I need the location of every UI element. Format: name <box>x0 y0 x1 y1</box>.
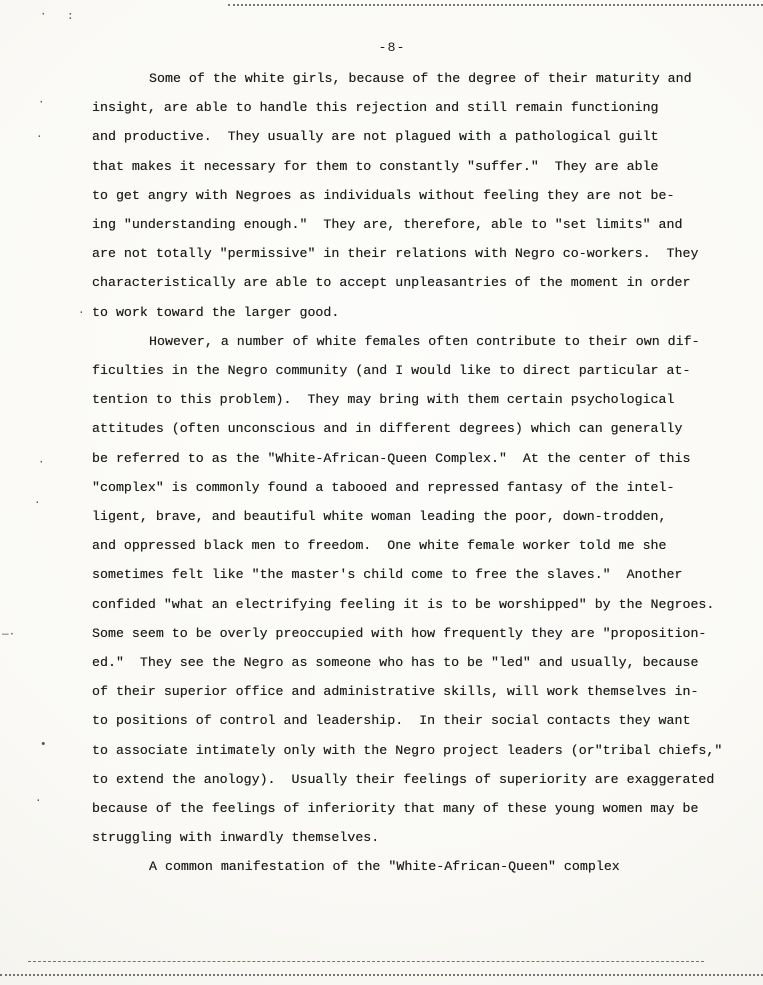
document-body <box>92 64 752 882</box>
text-line: ing "understanding enough." They are, therefore, able to "set limits" and <box>92 217 683 233</box>
text-line: to get angry with Negroes as individuals without feeling they are not be- <box>92 187 675 203</box>
scan-artifact-mark: . <box>36 129 43 141</box>
scan-artifact-mark: · <box>40 9 47 21</box>
text-line: sometimes felt like "the master's child come to free the slaves." Another <box>92 567 683 583</box>
scan-artifact-mark: : <box>67 11 74 23</box>
scan-artifact-mark: . <box>35 793 42 805</box>
text-line: Some of the white girls, because of the degree of their maturity and <box>149 71 692 86</box>
text-line: because of the feelings of inferiority that many of these young women may be <box>92 801 699 817</box>
text-line: ed." They see the Negro as someone who has to be "led" and usually, because <box>92 655 699 671</box>
text-line: and productive. They usually are not plagued with a pathological guilt <box>92 129 659 145</box>
scan-artifact-mark: · <box>38 457 45 469</box>
scan-artifact-mark: —· <box>2 629 16 641</box>
text-line: to associate intimately only with the Negro project leaders (or"tribal chiefs," <box>92 742 723 758</box>
scan-artifact-mark: . <box>34 495 41 507</box>
text-line: However, a number of white females often contribute to their own dif- <box>149 333 700 349</box>
text-line: insight, are able to handle this rejection and still remain functioning <box>92 100 659 116</box>
scan-edge-line-bottom-1 <box>28 961 704 962</box>
text-line: A common manifestation of the "White-African-Queen" complex <box>149 859 620 875</box>
text-line: and oppressed black men to freedom. One white female worker told me she <box>92 538 667 554</box>
scan-artifact-mark: · <box>38 97 45 109</box>
text-line: characteristically are able to accept unpleasantries of the moment in order <box>92 275 691 291</box>
page-number: -8- <box>378 40 406 55</box>
text-line: to extend the anology). Usually their feelings of superiority are exaggerated <box>92 771 715 787</box>
text-line: tention to this problem). They may bring with them certain psychological <box>92 392 675 408</box>
scan-edge-line-bottom-2 <box>0 974 763 976</box>
text-line: that makes it necessary for them to constantly "suffer." They are able <box>92 158 659 174</box>
text-line: ficulties in the Negro community (and I would like to direct particular at- <box>92 363 691 379</box>
text-line: are not totally "permissive" in their relations with Negro co-workers. They <box>92 246 699 262</box>
text-line: Some seem to be overly preoccupied with how frequently they are "proposition- <box>92 625 707 641</box>
text-line: to work toward the larger good. <box>92 304 340 320</box>
scan-artifact-mark: • <box>40 739 47 751</box>
text-line: confided "what an electrifying feeling it is to be worshipped" by the Negroes. <box>92 596 715 612</box>
text-line: "complex" is commonly found a tabooed and repressed fantasy of the intel- <box>92 479 675 495</box>
scan-edge-line-top <box>228 4 763 6</box>
scan-artifact-mark: . <box>78 305 85 317</box>
text-line: of their superior office and administrative skills, will work themselves in- <box>92 684 699 700</box>
text-line: attitudes (often unconscious and in different degrees) which can generally <box>92 421 683 437</box>
text-line: to positions of control and leadership. In their social contacts they want <box>92 713 691 729</box>
text-line: ligent, brave, and beautiful white woman leading the poor, down-trodden, <box>92 509 667 525</box>
text-line: be referred to as the "White-African-Queen Complex." At the center of this <box>92 450 691 466</box>
text-line: struggling with inwardly themselves. <box>92 830 380 846</box>
